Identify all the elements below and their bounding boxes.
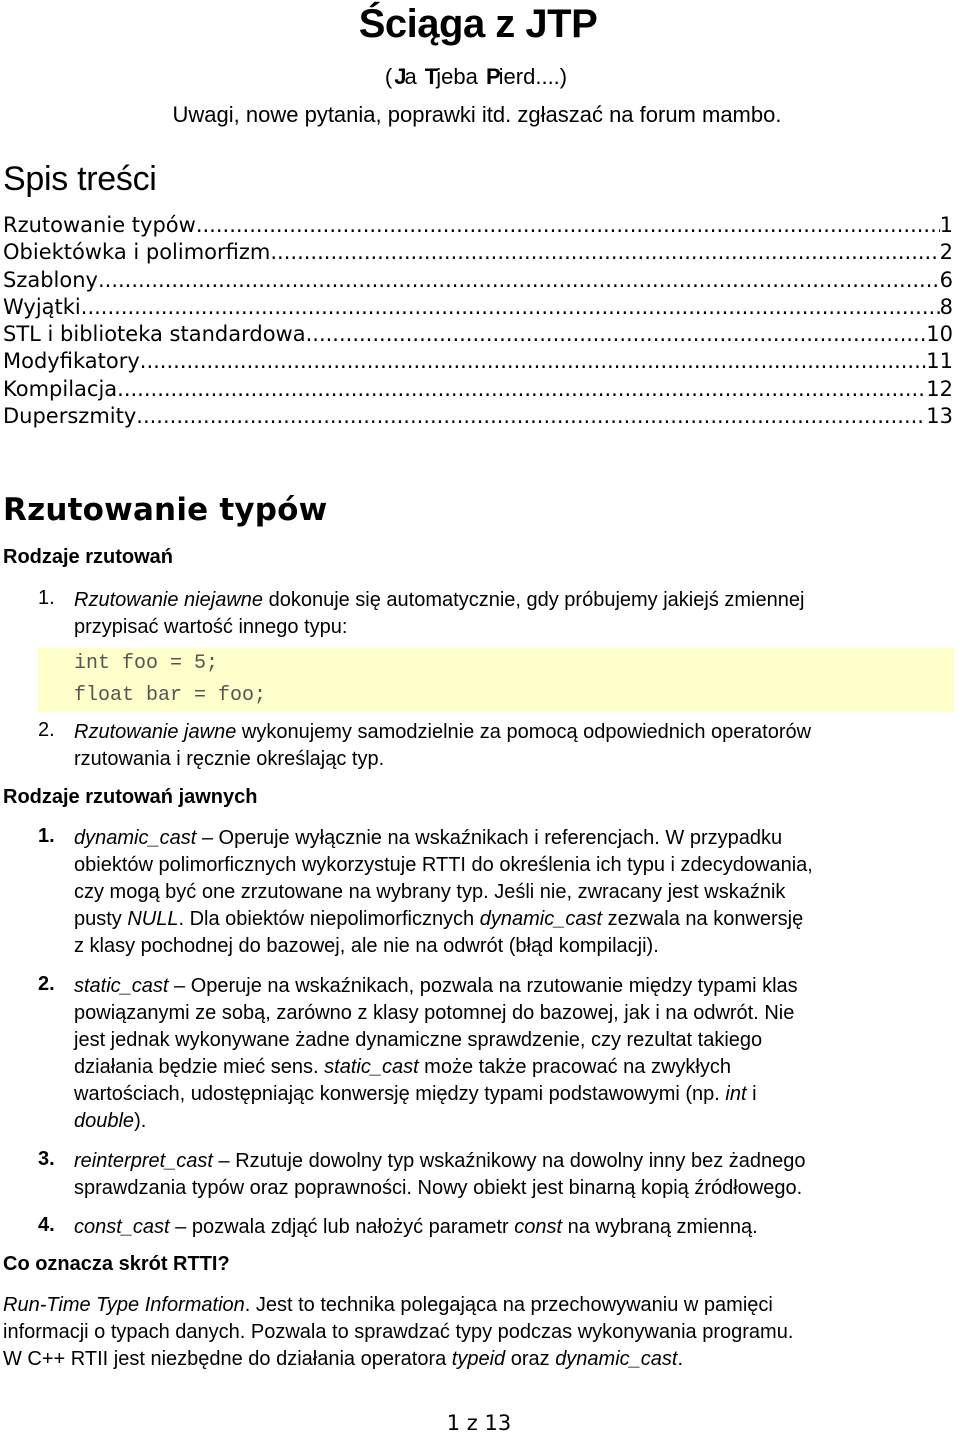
paragraph: reinterpret_cast – Rzutuje dowolny typ wskaźnikowy na dowolny inny bez żadnego bbox=[74, 1150, 806, 1172]
page-indicator: 1 z 13 bbox=[446, 1411, 512, 1435]
list-number: 2. bbox=[38, 973, 55, 995]
paragraph-line: W C++ RTII jest niezbędne do działania operatora typeid oraz dynamic_cast. bbox=[3, 1348, 684, 1370]
document-notice: Uwagi, nowe pytania, poprawki itd. zgłaszać na forum mambo. bbox=[172, 102, 782, 127]
subsection-heading: Rodzaje rzutowań jawnych bbox=[3, 786, 258, 808]
toc-entry[interactable]: Szablony ..... 6 bbox=[3, 267, 953, 294]
toc-entry[interactable]: Kompilacja ..... 12 bbox=[3, 376, 953, 403]
table-of-contents bbox=[3, 212, 953, 430]
code-line: float bar = foo; bbox=[74, 684, 267, 707]
paragraph-line: informacji o typach danych. Pozwala to sprawdzać typy podczas wykonywania programu. bbox=[3, 1321, 794, 1343]
toc-entry[interactable]: Modyfikatory ..... 11 bbox=[3, 348, 953, 375]
paragraph-line: działania będzie mieć sens. static_cast może także pracować na zwykłych bbox=[74, 1056, 731, 1078]
section-heading: Rzutowanie typów bbox=[3, 492, 328, 528]
question-heading: Co oznacza skrót RTTI? bbox=[3, 1253, 230, 1275]
paragraph: const_cast – pozwala zdjąć lub nałożyć parametr const na wybraną zmienną. bbox=[74, 1216, 758, 1238]
document-subtitle: (Ja Tjeba Pierd....) bbox=[384, 64, 568, 89]
list-number: 1. bbox=[38, 587, 55, 609]
toc-heading: Spis treści bbox=[3, 160, 157, 198]
paragraph-line: rzutowania i ręcznie określając typ. bbox=[74, 748, 385, 770]
paragraph: Rzutowanie jawne wykonujemy samodzielnie za pomocą odpowiednich operatorów bbox=[74, 721, 812, 743]
document-title: Ściąga z JTP bbox=[358, 2, 598, 46]
list-number: 4. bbox=[38, 1214, 55, 1236]
toc-entry[interactable]: Obiektówka i polimorfizm ..... 2 bbox=[3, 239, 953, 266]
paragraph-line: jest jednak wykonywane żadne dynamiczne sprawdzenie, czy rezultat takiego bbox=[74, 1029, 763, 1051]
paragraph-line: przypisać wartość innego typu: bbox=[74, 616, 348, 638]
list-number: 1. bbox=[38, 825, 55, 847]
paragraph: static_cast – Operuje na wskaźnikach, pozwala na rzutowanie między typami klas bbox=[74, 975, 798, 997]
toc-entry[interactable]: Duperszmity ..... 13 bbox=[3, 403, 953, 430]
toc-entry[interactable]: STL i biblioteka standardowa ..... 10 bbox=[3, 321, 953, 348]
paragraph-line: powiązanymi ze sobą, zarówno z klasy potomnej do bazowej, jak i na odwrót. Nie bbox=[74, 1002, 795, 1024]
paragraph-line: z klasy pochodnej do bazowej, ale nie na odwrót (błąd kompilacji). bbox=[74, 935, 659, 957]
paragraph-line: sprawdzania typów oraz poprawności. Nowy obiekt jest binarną kopią źródłowego. bbox=[74, 1177, 803, 1199]
paragraph: dynamic_cast – Operuje wyłącznie na wskaźnikach i referencjach. W przypadku bbox=[74, 827, 783, 849]
paragraph-line: wartościach, udostępniając konwersję między typami podstawowymi (np. int i bbox=[74, 1083, 757, 1105]
list-number: 3. bbox=[38, 1148, 55, 1170]
toc-entry[interactable]: Wyjątki ..... 8 bbox=[3, 294, 953, 321]
paragraph: Rzutowanie niejawne dokonuje się automatycznie, gdy próbujemy jakiejś zmiennej bbox=[74, 589, 805, 611]
paragraph-line: czy mogą być one zrzutowane na wybrany typ. Jeśli nie, zwracany jest wskaźnik bbox=[74, 881, 786, 903]
toc-entry[interactable]: Rzutowanie typów ..... 1 bbox=[3, 212, 953, 239]
list-number: 2. bbox=[38, 719, 55, 741]
code-line: int foo = 5; bbox=[74, 652, 219, 675]
paragraph-line: obiektów polimorficznych wykorzystuje RTTI do określenia ich typu i zdecydowania, bbox=[74, 854, 813, 876]
paragraph: Run-Time Type Information. Jest to technika polegająca na przechowywaniu w pamięci bbox=[3, 1294, 773, 1316]
subsection-heading: Rodzaje rzutowań bbox=[3, 546, 174, 568]
paragraph-line: double). bbox=[74, 1110, 147, 1132]
paragraph-line: pusty NULL. Dla obiektów niepolimorficznych dynamic_cast zezwala na konwersję bbox=[74, 908, 804, 930]
